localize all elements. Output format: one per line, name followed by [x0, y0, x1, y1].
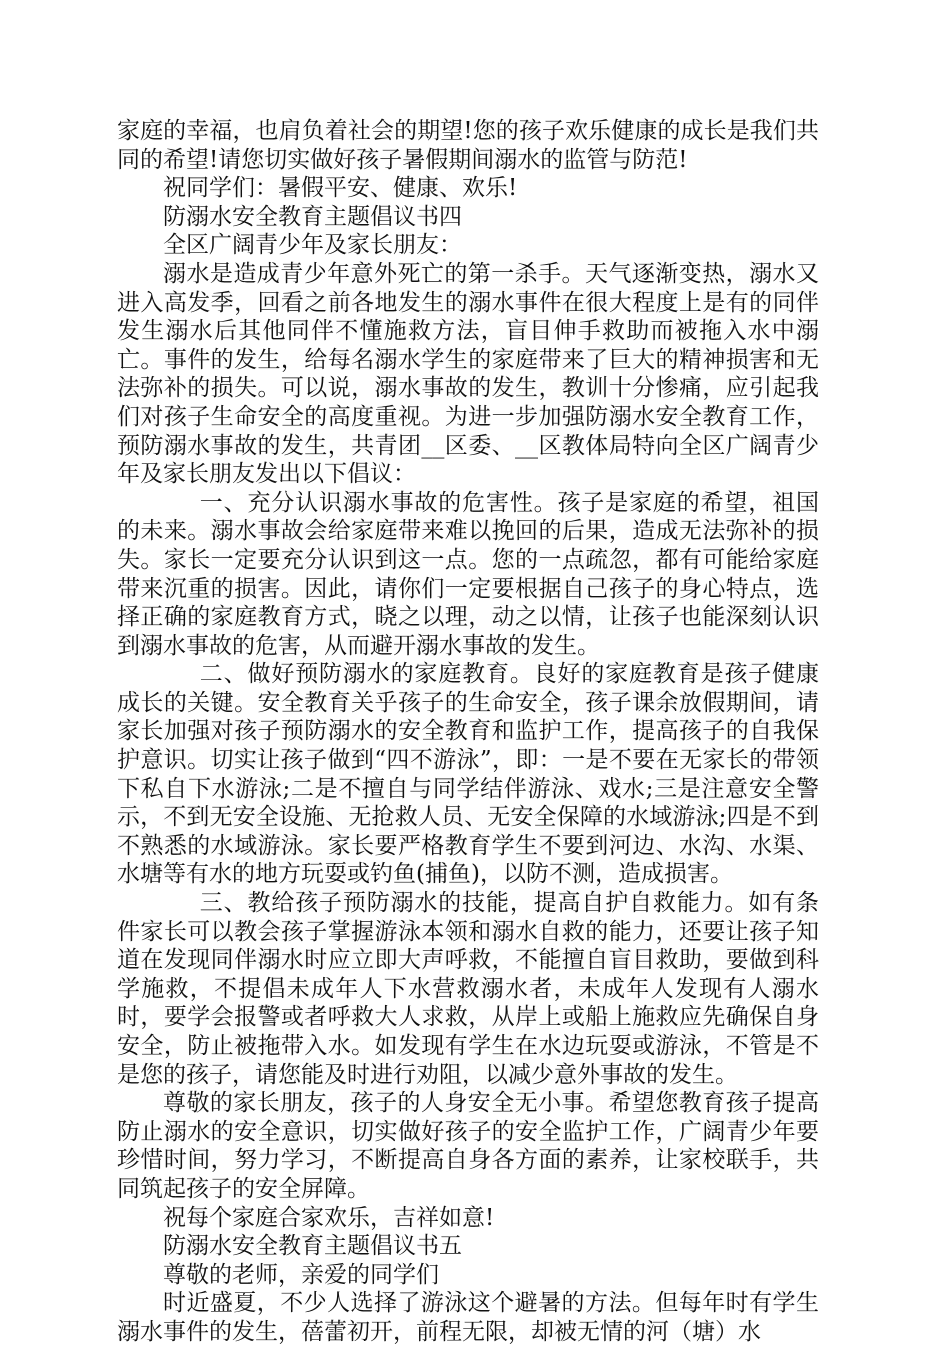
paragraph-summer-intro: 时近盛夏，不少人选择了游泳这个避暑的方法。但每年时有学生溺水事件的发生，蓓蕾初开，前程无限，却被无情的河（塘）水 — [117, 1290, 819, 1345]
paragraph-closing: 尊敬的家长朋友，孩子的人身安全无小事。希望您教育孩子提高防止溺水的安全意识，切实做好孩子的安全监护工作，广阔青少年要珍惜时间，努力学习，不断提高自身各方面的素养，让家校联手，共同筑起孩子的安全屏障。 — [117, 1090, 819, 1202]
heading-proposal-five: 防溺水安全教育主题倡议书五 — [163, 1233, 462, 1260]
paragraph-point-two: 二、做好预防溺水的家庭教育。良好的家庭教育是孩子健康成长的关键。安全教育关乎孩子的生命安全，孩子课余放假期间，请家长加强对孩子预防溺水的安全教育和监护工作，提高孩子的自我保护意识。切实让孩子做到“四不游泳”，即：一是不要在无家长的带领下私自下水游泳;二是不擅自与同学结伴游泳、戏水;三是注意安全警示，不到无安全设施、无抢救人员、无安全保障的水域游泳;四是不到不熟悉的水域游泳。家长要严格教育学生不要到河边、水沟、水渠、水塘等有水的地方玩耍或钓鱼(捕鱼)，以防不测，造成损害。 — [117, 661, 819, 888]
paragraph-wish-students: 祝同学们：暑假平安、健康、欢乐! — [163, 175, 518, 202]
paragraph-point-one: 一、充分认识溺水事故的危害性。孩子是家庭的希望，祖国的未来。溺水事故会给家庭带来难以挽回的后果，造成无法弥补的损失。家长一定要充分认识到这一点。您的一点疏忽，都有可能给家庭带来沉重的损害。因此，请你们一定要根据自己孩子的身心特点，选择正确的家庭教育方式，晓之以理，动之以情，让孩子也能深刻认识到溺水事故的危害，从而避开溺水事故的发生。 — [117, 489, 819, 659]
paragraph-continuation: 家庭的幸福，也肩负着社会的期望!您的孩子欢乐健康的成长是我们共同的希望!请您切实做好孩子暑假期间溺水的监管与防范! — [117, 118, 819, 173]
paragraph-wish-families: 祝每个家庭合家欢乐，吉祥如意! — [163, 1204, 495, 1231]
salutation-teachers-students: 尊敬的老师，亲爱的同学们 — [163, 1261, 439, 1288]
salutation-youth-parents: 全区广阔青少年及家长朋友： — [163, 232, 462, 259]
paragraph-point-three: 三、教给孩子预防溺水的技能，提高自护自救能力。如有条件家长可以教会孩子掌握游泳本领和溺水自救的能力，还要让孩子知道在发现同伴溺水时应立即大声呼救，不能擅自盲目救助，要做到科学施救，不提倡未成年人下水营救溺水者，未成年人发现有人溺水时，要学会报警或者呼救大人求救，从岸上或船上施救应先确保自身安全，防止被拖带入水。如发现有学生在水边玩耍或游泳，不管是不是您的孩子，请您能及时进行劝阻，以减少意外事故的发生。 — [117, 890, 819, 1088]
paragraph-intro: 溺水是造成青少年意外死亡的第一杀手。天气逐渐变热，溺水又进入高发季，回看之前各地发生的溺水事件在很大程度上是有的同伴发生溺水后其他同伴不懂施救方法，盲目伸手救助而被拖入水中溺亡。事件的发生，给每名溺水学生的家庭带来了巨大的精神损害和无法弥补的损失。可以说，溺水事故的发生，教训十分惨痛，应引起我们对孩子生命安全的高度重视。为进一步加强防溺水安全教育工作，预防溺水事故的发生，共青团__区委、__区教体局特向全区广阔青少年及家长朋友发出以下倡议： — [117, 260, 819, 488]
heading-proposal-four: 防溺水安全教育主题倡议书四 — [163, 203, 462, 230]
document-page — [117, 117, 819, 1347]
